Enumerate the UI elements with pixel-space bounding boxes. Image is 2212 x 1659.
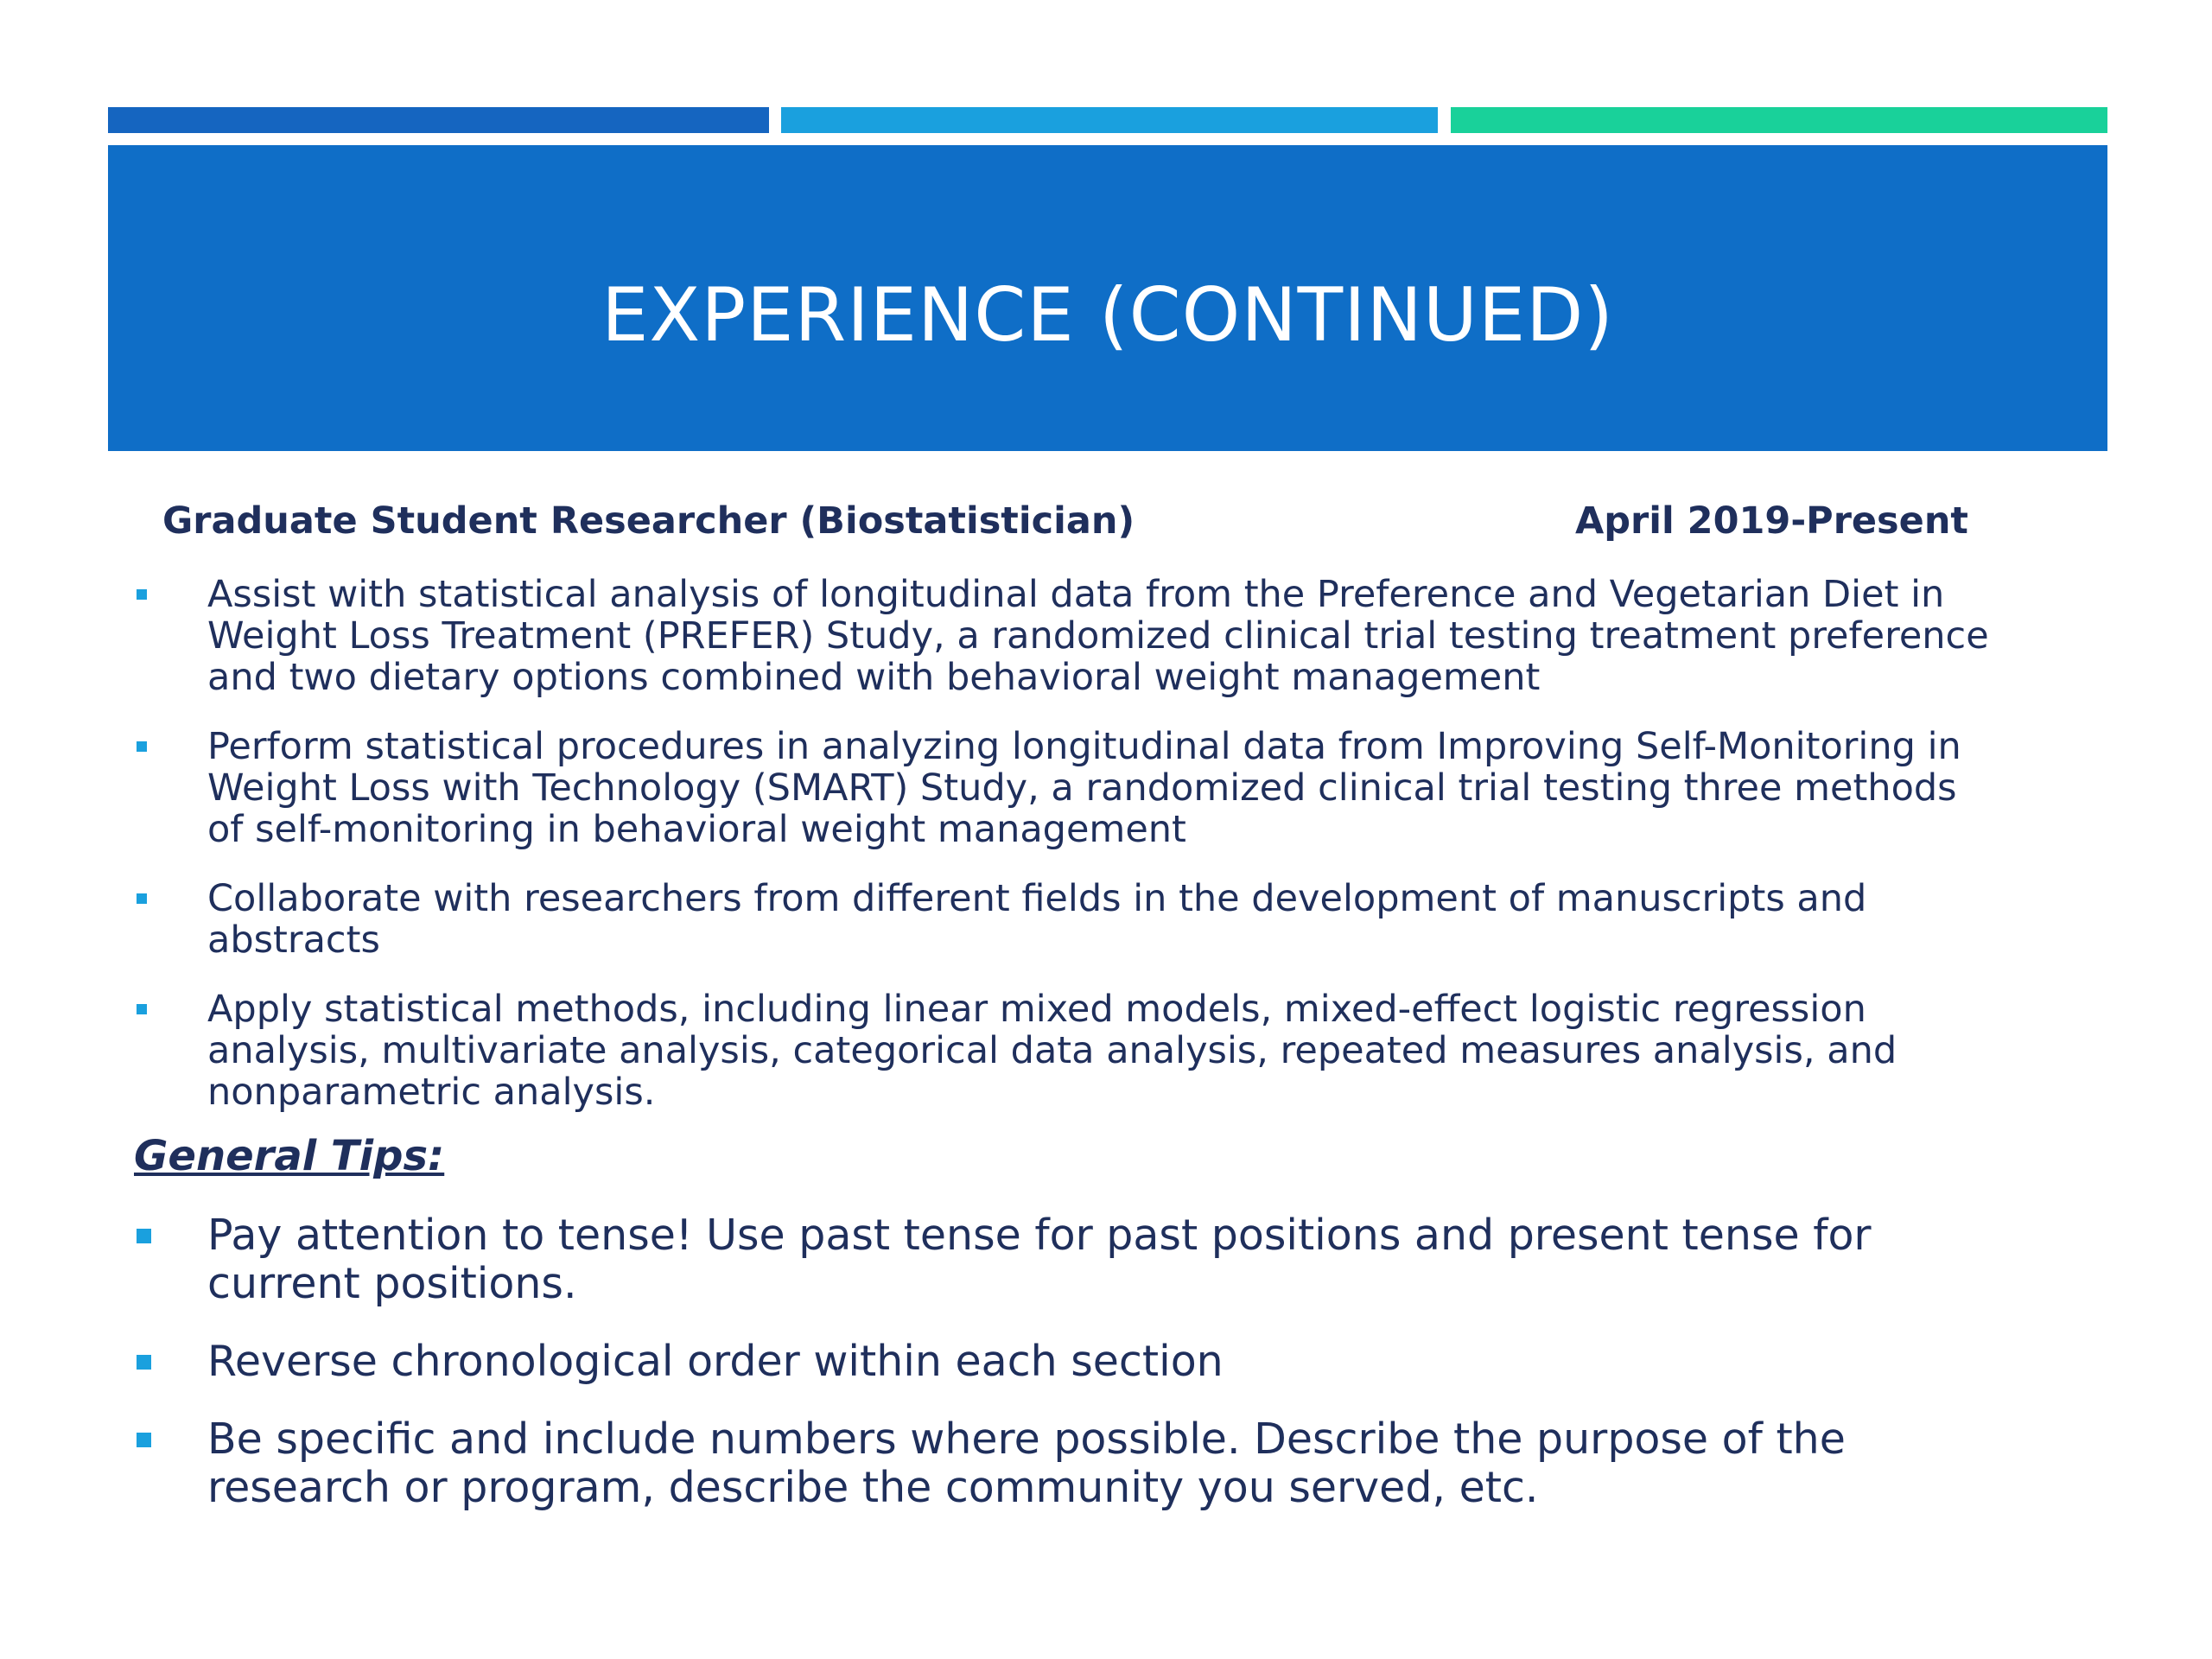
duty-text: Apply statistical methods, including linear mixed models, mixed-effect logistic regression analysis, multivariate analysis, categorical data analysis, repeated measures analysis, and nonparametric analysis. [207, 988, 1897, 1114]
duty-item [130, 574, 1996, 698]
title-band [108, 145, 2107, 451]
duty-text: Collaborate with researchers from different fields in the development of manuscripts and abstracts [207, 877, 1867, 962]
tip-text: Reverse chronological order within each section [207, 1337, 1224, 1386]
duty-item [130, 988, 1996, 1113]
accent-bar-dark-blue [108, 107, 769, 133]
square-bullet-icon [137, 1433, 151, 1447]
tip-item [130, 1338, 1996, 1386]
job-header [162, 499, 1968, 543]
tip-text: Pay attention to tense! Use past tense for past positions and present tense for current positions. [207, 1211, 1872, 1308]
square-bullet-icon [137, 741, 147, 752]
accent-bar-light-blue [781, 107, 1438, 133]
square-bullet-icon [137, 1004, 147, 1014]
job-dates: April 2019-Present [1574, 499, 1968, 543]
square-bullet-icon [137, 589, 147, 600]
square-bullet-icon [137, 1355, 151, 1370]
slide-title: EXPERIENCE (CONTINUED) [601, 272, 1614, 359]
square-bullet-icon [137, 893, 147, 904]
tips-list [130, 1211, 1996, 1541]
square-bullet-icon [137, 1229, 151, 1243]
duty-item [130, 878, 1996, 961]
tip-item [130, 1211, 1996, 1308]
duty-text: Assist with statistical analysis of longitudinal data from the Preference and Vegetarian Diet in Weight Loss Treatment (PREFER) Study, a randomized clinical trial testing treatment preference and two dietary options combined with behavioral weight management [207, 573, 1989, 699]
tip-item [130, 1415, 1996, 1512]
duty-item [130, 726, 1996, 850]
accent-bar-green [1451, 107, 2107, 133]
job-position: Graduate Student Researcher (Biostatistician) [162, 499, 1135, 543]
duty-text: Perform statistical procedures in analyzing longitudinal data from Improving Self-Monitoring in Weight Loss with Technology (SMART) Study, a randomized clinical trial testing three methods of self-monitoring in behavioral weight management [207, 725, 1961, 851]
job-duties-list [130, 574, 1996, 1141]
tip-text: Be specific and include numbers where possible. Describe the purpose of the research or program, describe the community you served, etc. [207, 1414, 1846, 1512]
tips-heading: General Tips: [134, 1132, 445, 1180]
